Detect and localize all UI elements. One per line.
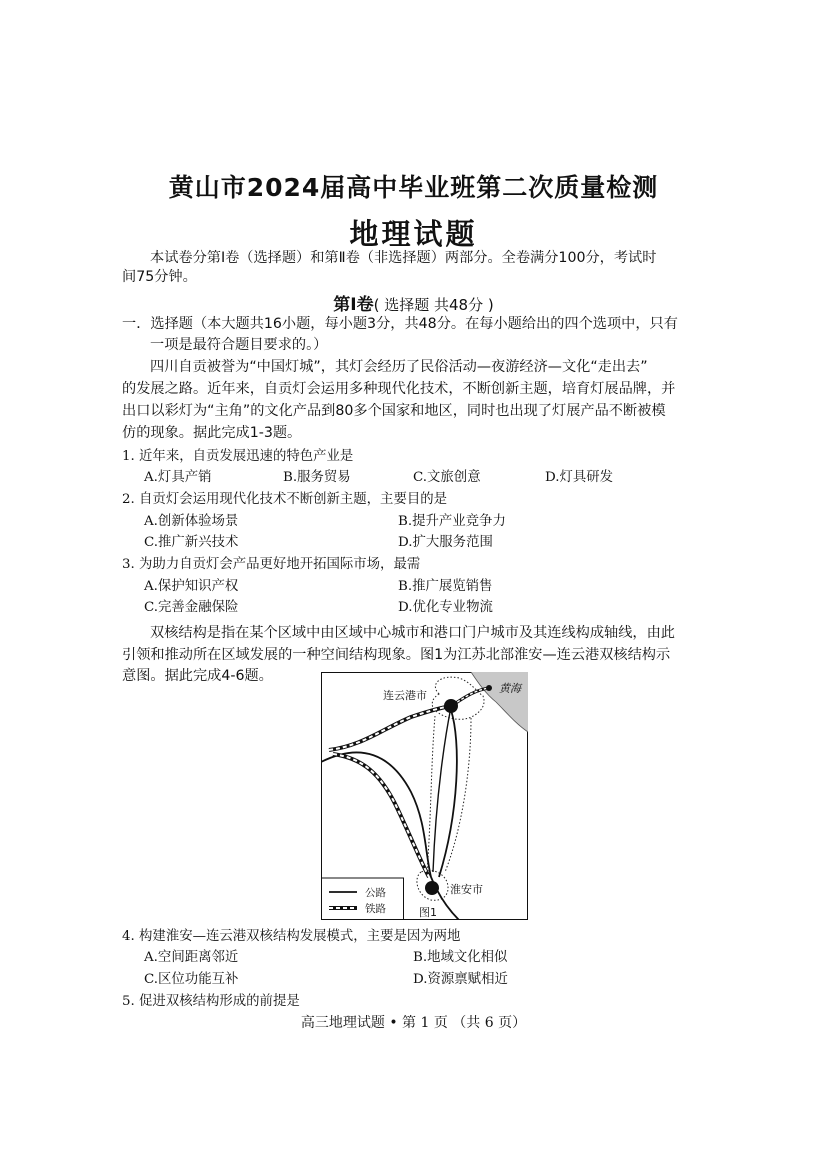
figure-1-map (321, 672, 528, 920)
option: D.资源禀赋相近 (413, 972, 508, 987)
option: B.地域文化相似 (413, 950, 508, 965)
legend-box (322, 878, 404, 920)
passage2-line: 双核结构是指在某个区域中由区域中心城市和港口门户城市及其连线构成轴线，由此 (150, 625, 675, 641)
passage1-line: 仿的现象。据此完成1-3题。 (122, 425, 302, 441)
section-heading (0, 290, 827, 315)
page-footer: 高三地理试题 • 第 1 页 （共 6 页） (300, 1015, 527, 1031)
city-label-north: 连云港市 (383, 689, 427, 702)
option: D.灯具研发 (545, 470, 614, 485)
option: B.提升产业竞争力 (398, 514, 506, 529)
option: D.优化专业物流 (398, 600, 493, 615)
option: D.扩大服务范围 (398, 535, 493, 550)
question-stem: 1. 近年来，自贡发展迅速的特色产业是 (122, 449, 354, 464)
question-stem: 4. 构建淮安—连云港双核结构发展模式，主要是因为两地 (122, 929, 461, 944)
lianyungang-dot (444, 699, 458, 713)
instruction-line-2: 一项是最符合题目要求的。） (150, 337, 328, 353)
option: B.推广展览销售 (398, 579, 493, 594)
option: A.保护知识产权 (144, 579, 239, 594)
intro-line-1: 本试卷分第Ⅰ卷（选择题）和第Ⅱ卷（非选择题）两部分。全卷满分100分，考试时 (150, 250, 657, 266)
section-title: 第Ⅰ卷 (333, 295, 374, 315)
question-stem: 5. 促进双核结构形成的前提是 (122, 994, 300, 1009)
passage1-line: 的发展之路。近年来，自贡灯会运用多种现代化技术，不断创新主题，培育灯展品牌，并 (122, 381, 676, 397)
question-stem: 3. 为助力自贡灯会产品更好地开拓国际市场，最需 (122, 557, 421, 572)
option: A.空间距离邻近 (144, 950, 239, 965)
city-label-south: 淮安市 (450, 883, 483, 896)
sea-label: 黄海 (499, 682, 521, 695)
legend-rail-label: 铁路 (365, 903, 386, 915)
option: A.灯具产销 (144, 470, 212, 485)
port-dot (486, 685, 492, 691)
passage1-line: 出口以彩灯为“主角”的文化产品到80多个国家和地区，同时也出现了灯展产品不断被模 (122, 403, 666, 419)
exam-title: 黄山市2024届高中毕业班第二次质量检测 (168, 173, 659, 202)
passage1-line: 四川自贡被誉为“中国灯城”，其灯会经历了民俗活动—夜游经济—文化“走出去” (150, 359, 648, 375)
figure-caption: 图1 (419, 906, 437, 919)
section-note: ( 选择题 共48分 ) (373, 296, 494, 314)
option: B.服务贸易 (283, 470, 351, 485)
passage2-line: 意图。据此完成4-6题。 (122, 668, 273, 684)
option: C.文旅创意 (413, 470, 481, 485)
option: C.区位功能互补 (144, 972, 239, 987)
instruction-line-1: 一．选择题（本大题共16小题，每小题3分，共48分。在每小题给出的四个选项中，只有 (122, 316, 678, 332)
option: A.创新体验场景 (144, 514, 239, 529)
passage2-line: 引领和推动所在区域发展的一种空间结构现象。图1为江苏北部淮安—连云港双核结构示 (122, 647, 671, 663)
question-stem: 2. 自贡灯会运用现代化技术不断创新主题，主要目的是 (122, 492, 448, 507)
option: C.完善金融保险 (144, 600, 239, 615)
legend-road-label: 公路 (365, 887, 386, 899)
huaian-dot (425, 881, 439, 895)
option: C.推广新兴技术 (144, 535, 239, 550)
intro-line-2: 间75分钟。 (122, 269, 197, 285)
exam-subject: 地理试题 (349, 217, 478, 251)
